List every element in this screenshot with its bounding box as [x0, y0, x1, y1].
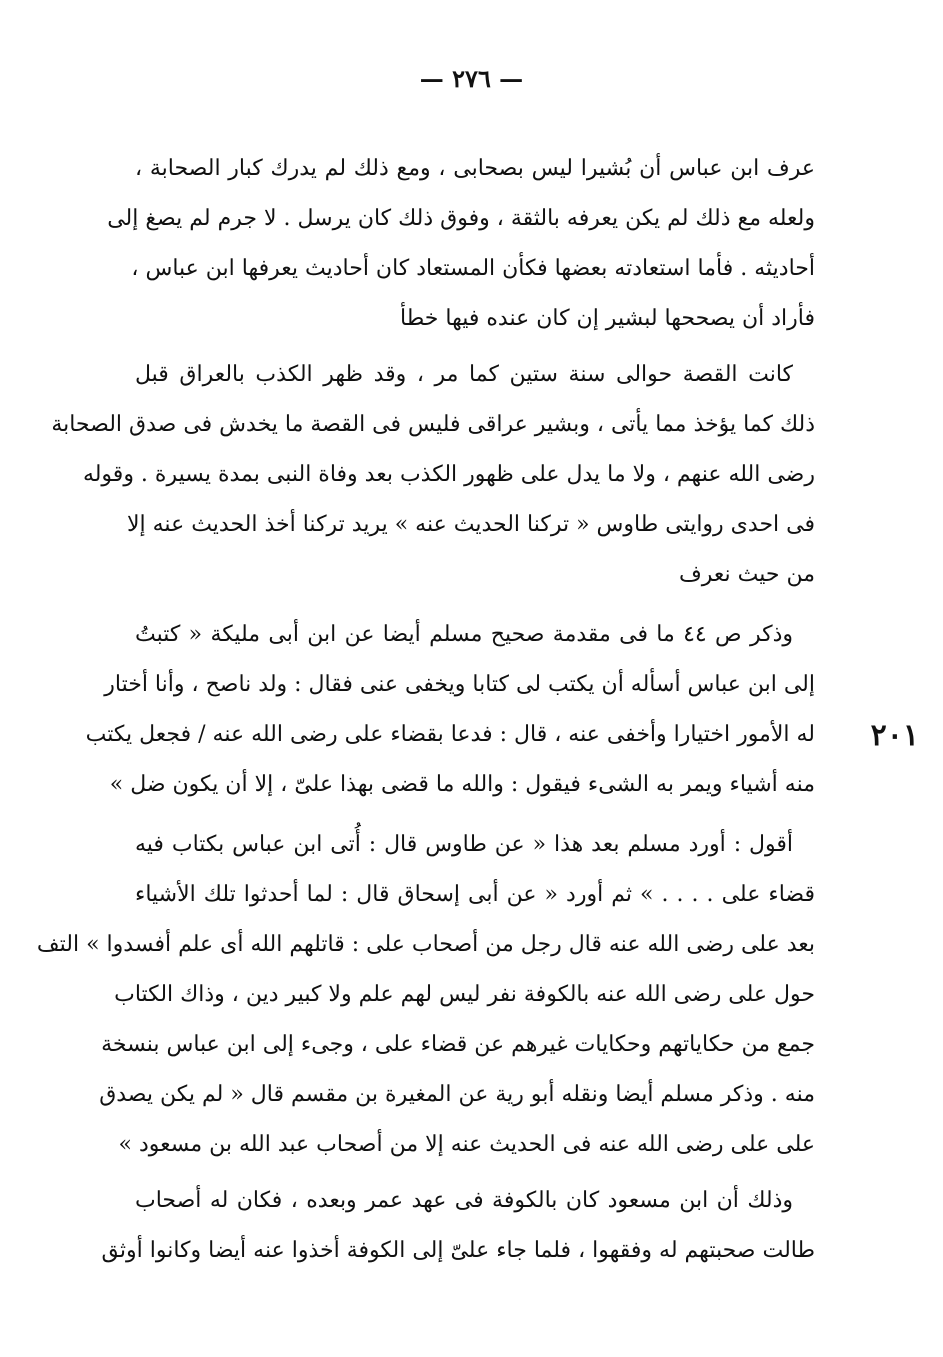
text-line: له الأمور اختيارا وأخفى عنه ، قال : فدعا بقضاء على رضى الله عنه / فجعل يكتب — [85, 722, 815, 747]
page-number: — ٢٧٦ — — [419, 64, 524, 93]
text-line: بعد على رضى الله عنه قال رجل من أصحاب على : قاتلهم الله أى علم أفسدوا » التف — [36, 932, 815, 957]
text-line: ولعله مع ذلك لم يكن يعرفه بالثقة ، وفوق ذلك كان يرسل . لا جرم لم يصغ إلى — [107, 206, 815, 231]
paragraph-2 — [51, 350, 815, 600]
text-line: أقول : أورد مسلم بعد هذا « عن طاوس قال : أُتى ابن عباس بكتاب فيه — [135, 832, 793, 857]
paragraph-4 — [36, 820, 815, 1170]
text-line: فى احدى روايتى طاوس « تركنا الحديث عنه » يريد تركنا أخذ الحديث عنه إلا — [126, 512, 815, 537]
text-line: حول على رضى الله عنه بالكوفة نفر ليس لهم علم ولا كبير دين ، وذاك الكتاب — [114, 982, 815, 1007]
text-line: جمع من حكاياتهم وحكايات غيرهم عن قضاء على ، وجىء إلى ابن عباس بنسخة — [101, 1032, 815, 1057]
paragraph-3 — [85, 610, 815, 810]
text-line: قضاء على . . . . » ثم أورد « عن أبى إسحاق قال : لما أحدثوا تلك الأشياء — [135, 882, 815, 907]
text-line: وذلك أن ابن مسعود كان بالكوفة فى عهد عمر وبعده ، فكان له أصحاب — [135, 1188, 793, 1213]
text-line: أحاديثه . فأما استعادته بعضها فكأن المستعاد كان أحاديث يعرفها ابن عباس ، — [131, 256, 815, 281]
text-line: إلى ابن عباس أسأله أن يكتب لى كتابا ويخفى عنى فقال : ولد ناصح ، وأنا أختار — [104, 672, 815, 697]
text-line: طالت صحبتهم له وفقهوا ، فلما جاء علىّ إلى الكوفة أخذوا عنه أيضا وكانوا أوثق — [101, 1238, 815, 1263]
paragraph-1 — [107, 144, 815, 344]
text-line: على على رضى الله عنه فى الحديث عنه إلا من أصحاب عبد الله بن مسعود » — [118, 1132, 815, 1157]
text-line: ذلك كما يؤخذ مما يأتى ، وبشير عراقى فليس فى القصة ما يخدش فى صدق الصحابة — [51, 412, 815, 437]
text-line: فأراد أن يصححها لبشير إن كان عنده فيها خطأ — [400, 306, 815, 331]
text-line: منه أشياء ويمر به الشىء فيقول : والله ما قضى بهذا علىّ ، إلا أن يكون ضل » — [109, 772, 815, 797]
text-line: رضى الله عنهم ، ولا ما يدل على ظهور الكذب بعد وفاة النبى بمدة يسيرة . وقوله — [82, 462, 815, 487]
text-line: وذكر ص ٤٤ ما فى مقدمة صحيح مسلم أيضا عن ابن أبى مليكة « كتبتُ — [135, 622, 794, 647]
text-line: عرف ابن عباس أن بُشيرا ليس بصحابى ، ومع ذلك لم يدرك كبار الصحابة ، — [135, 156, 815, 181]
text-line: كانت القصة حوالى سنة ستين كما مر ، وقد ظهر الكذب بالعراق قبل — [135, 362, 793, 387]
paragraph-5 — [101, 1176, 815, 1276]
margin-page-marker: ٢٠١ — [870, 718, 919, 753]
text-line: من حيث نعرف — [678, 562, 815, 587]
text-line: منه . وذكر مسلم أيضا ونقله أبو رية عن المغيرة بن مقسم قال « لم يكن يصدق — [99, 1082, 815, 1107]
